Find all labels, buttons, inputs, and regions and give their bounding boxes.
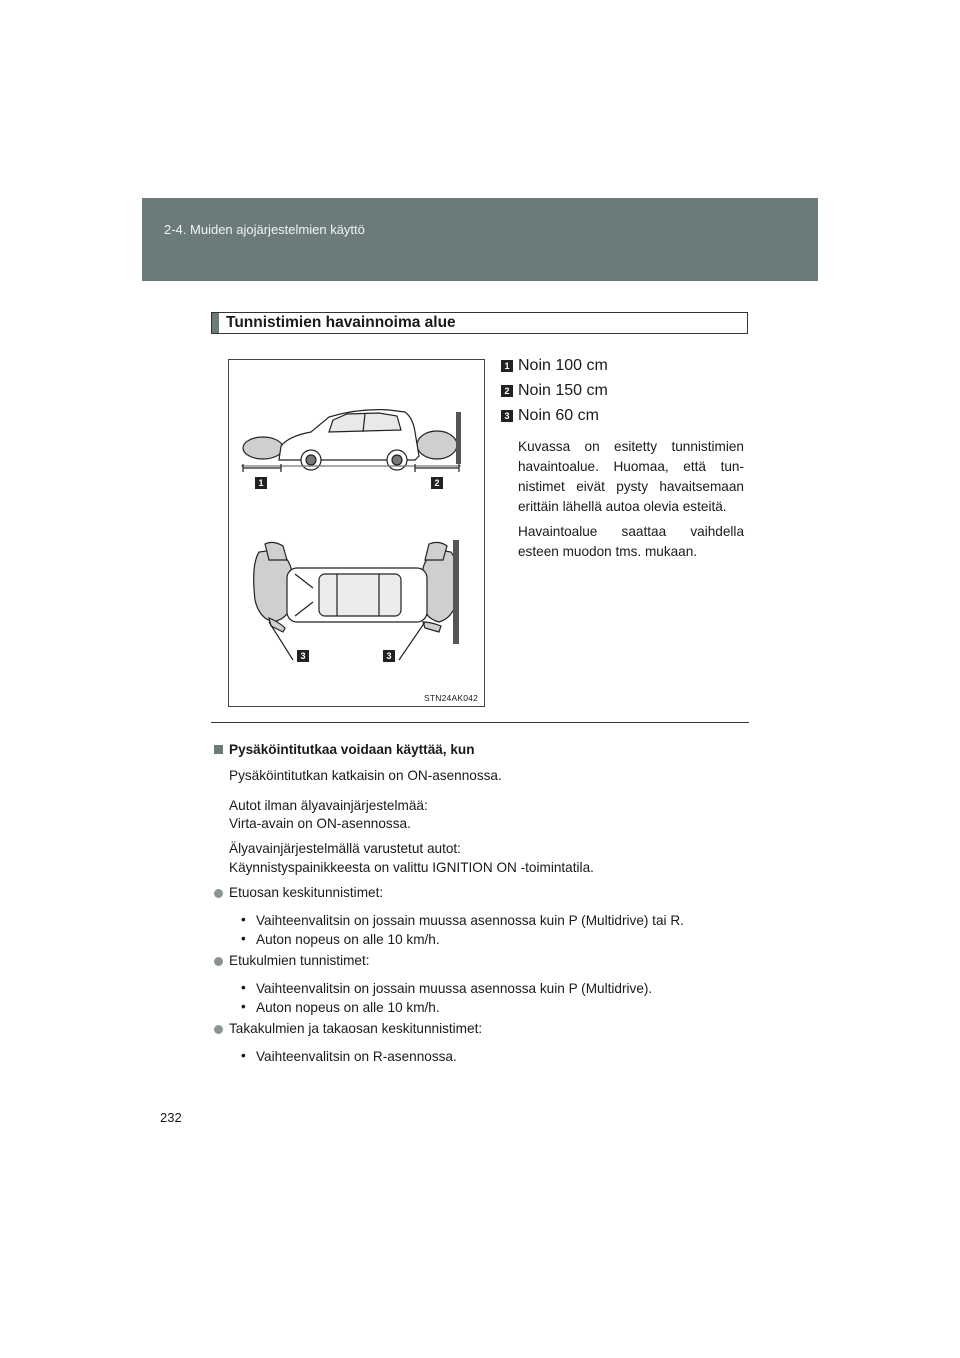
condition-paragraph: Pysäköintitutkan katkaisin on ON-asennossa. [229,768,502,783]
sensor-group-item: Auton nopeus on alle 10 km/h. [256,1000,440,1015]
svg-text:2: 2 [434,478,440,488]
legend-number-badge: 1 [501,360,513,372]
sensor-group-title: Etukulmien tunnistimet: [229,953,370,968]
svg-text:3: 3 [386,651,392,661]
legend-text: Noin 100 cm [518,357,608,374]
sensor-group-title: Etuosan keskitunnistimet: [229,885,384,900]
chapter-header [142,198,818,281]
sensor-group-item: Vaihteenvalitsin on jossain muussa asennossa kuin P (Multidrive) tai R. [256,913,684,928]
callout-badge-1 [255,477,267,489]
svg-text:1: 1 [258,478,264,488]
page-number: 232 [160,1110,182,1125]
legend-item [501,357,741,377]
sensor-group-item: Vaihteenvalitsin on R-asennossa. [256,1049,457,1064]
list-bullet: • [241,1048,246,1063]
sensor-diagram [229,360,484,706]
list-bullet: • [241,999,246,1014]
sensor-group-title: Takakulmien ja takaosan keskitunnistimet: [229,1021,483,1036]
legend-number-badge: 2 [501,385,513,397]
figure-note: Havaintoalue saattaa vaihdella esteen muodon tms. mukaan. [518,524,744,559]
side-view-car [241,410,461,472]
square-bullet [214,745,223,754]
section-divider [211,722,749,723]
sensor-range-figure [228,359,485,707]
circle-bullet [214,1025,223,1034]
top-view-car [254,540,459,660]
legend-text: Noin 150 cm [518,382,608,399]
condition-paragraph: Älyavainjärjestelmällä varustetut autot: [229,841,461,856]
section-heading-bar [212,313,219,333]
circle-bullet [214,889,223,898]
sensor-group-item: Auton nopeus on alle 10 km/h. [256,932,440,947]
chapter-title: 2-4. Muiden ajojärjestelmien käyttö [164,222,365,237]
figure-code: STN24AK042 [424,693,478,703]
legend-item [501,382,741,402]
sensor-group-item: Vaihteenvalitsin on jossain muussa asennossa kuin P (Multidrive). [256,981,653,996]
list-bullet: • [241,980,246,995]
section-title: Tunnistimien havainnoima alue [226,314,456,331]
list-bullet: • [241,931,246,946]
legend-number-badge: 3 [501,410,513,422]
list-bullet: • [241,912,246,927]
callout-badge-3-left [297,650,309,662]
callout-badge-2 [431,477,443,489]
svg-text:3: 3 [300,651,306,661]
section-heading-box [211,312,748,334]
legend-text: Noin 60 cm [518,407,599,424]
condition-paragraph: Käynnistyspainikkeesta on valittu IGNITION ON -toimintatila. [229,860,594,875]
callout-badge-3-right [383,650,395,662]
conditions-heading: Pysäköintitutkaa voidaan käyttää, kun [229,742,475,757]
circle-bullet [214,957,223,966]
condition-paragraph: Autot ilman älyavainjärjestelmää: [229,798,428,813]
figure-description: Kuvassa on esitetty tunnistimien havaintoalue. Huomaa, että tun-nistimet eivät pysty havaitsemaan erittäin lähellä autoa olevia esteitä. [518,439,744,514]
condition-paragraph: Virta-avain on ON-asennossa. [229,816,411,831]
legend-item [501,407,741,427]
